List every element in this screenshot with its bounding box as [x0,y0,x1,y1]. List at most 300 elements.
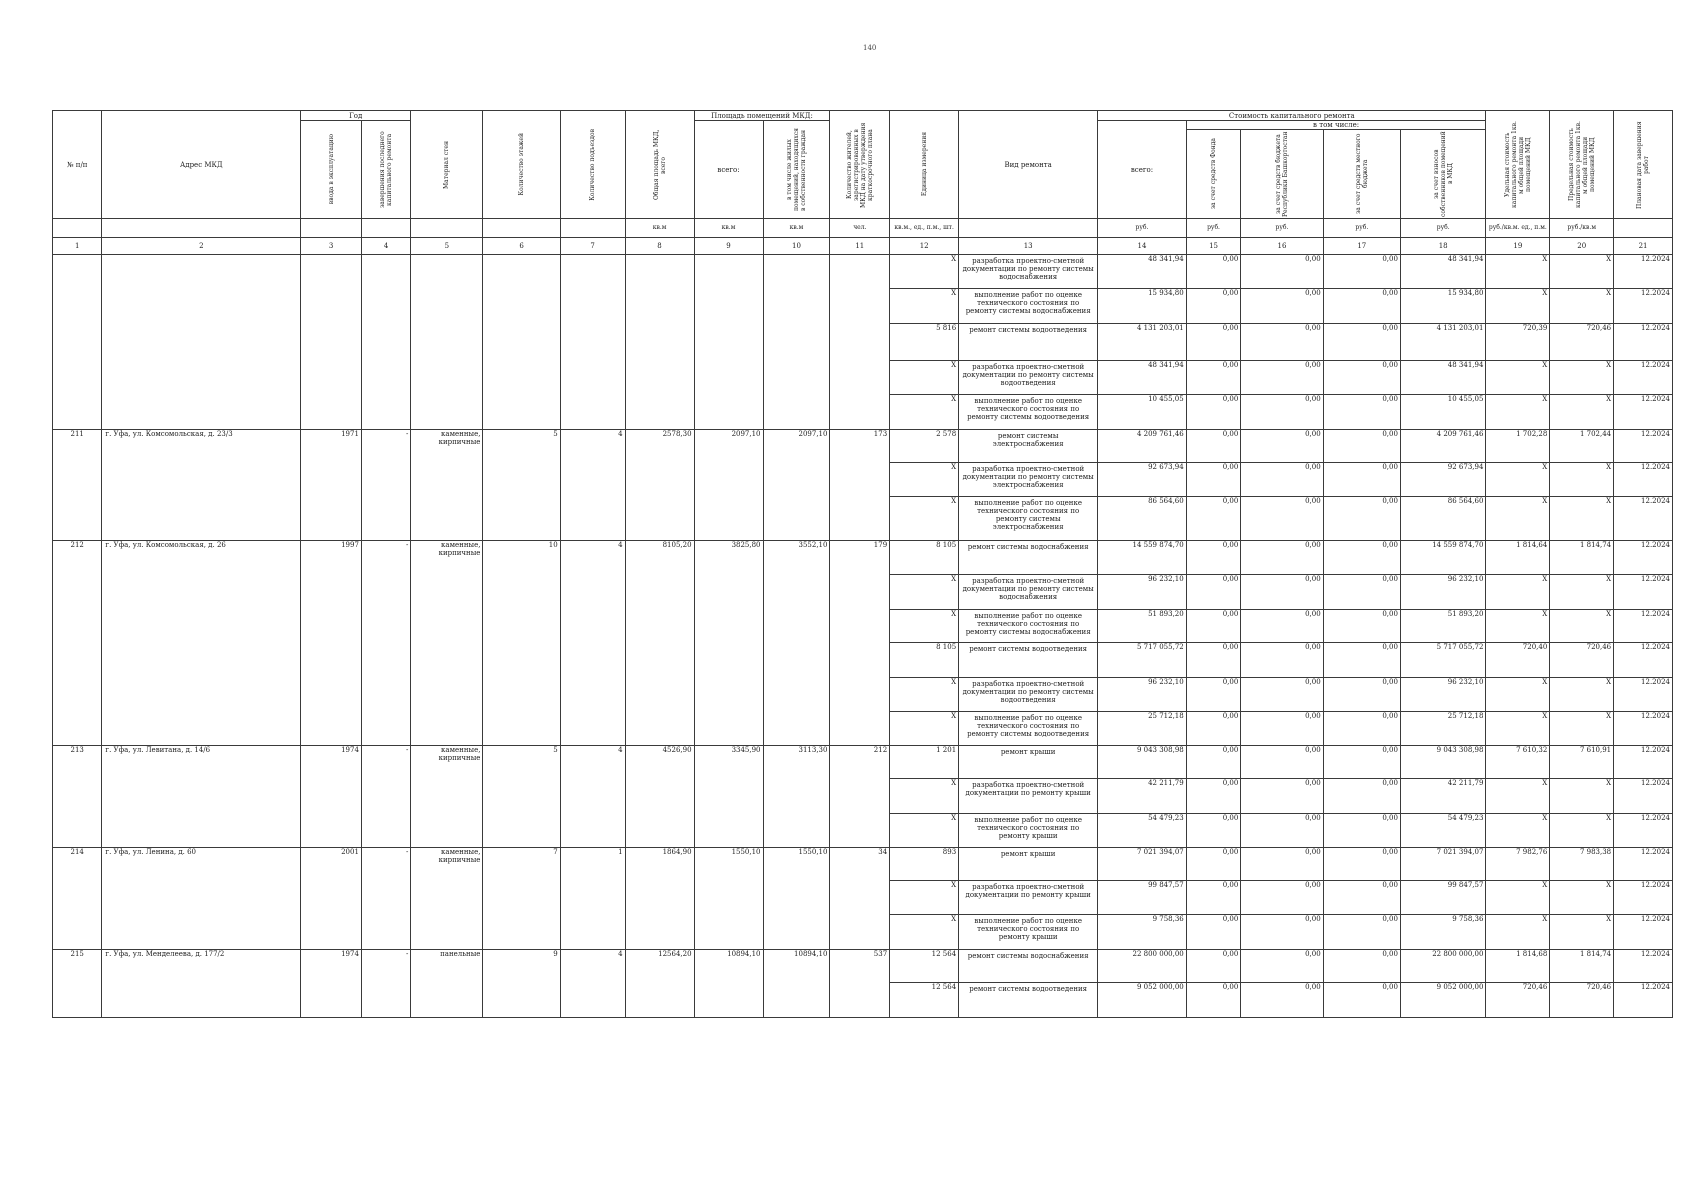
year-commission-cell [301,255,362,289]
cost-local-cell: 0,00 [1323,848,1400,881]
unit-cell: 1 201 [890,746,959,779]
year-last-repair-cell [361,289,410,324]
wall-material-cell [411,712,483,746]
wall-material-cell [411,255,483,289]
column-number: 4 [361,238,410,255]
entrances-cell [560,395,625,430]
cost-local-cell: 0,00 [1323,324,1400,361]
floors-cell: 7 [483,848,560,881]
premises-total-cell [694,915,763,950]
max-cost-cell: 720,46 [1550,983,1614,1018]
entrances-cell: 4 [560,541,625,575]
year-last-repair-cell [361,881,410,915]
year-last-repair-cell [361,255,410,289]
cost-fund-cell: 0,00 [1186,678,1241,712]
cost-owners-cell: 42 211,79 [1400,779,1486,814]
header-cost-owners: за счет взносов собственников помещений в МКД [1400,130,1486,219]
residents-cell: 179 [830,541,890,575]
repair-type-cell: ремонт системы водоотведения [959,643,1098,678]
total-area-cell [625,678,694,712]
year-last-repair-cell [361,814,410,848]
entrances-cell [560,779,625,814]
unit-cell [102,219,301,238]
floors-cell [483,289,560,324]
year-last-repair-cell: - [361,848,410,881]
header-cost-republic: за счет средств бюджета Республики Башкортостан [1241,130,1323,219]
cost-owners-cell: 4 131 203,01 [1400,324,1486,361]
row-number [53,575,102,610]
cost-owners-cell: 48 341,94 [1400,255,1486,289]
entrances-cell [560,915,625,950]
unit-cell: X [890,255,959,289]
premises-residential-cell [763,983,830,1018]
unit-cell: X [890,395,959,430]
floors-cell [483,610,560,643]
premises-residential-cell [763,255,830,289]
unit-cell: 12 564 [890,950,959,983]
residents-cell: 212 [830,746,890,779]
unit-cell: кв.м [625,219,694,238]
unit-cell [411,219,483,238]
unit-cell: руб. [1323,219,1400,238]
column-number: 6 [483,238,560,255]
wall-material-cell [411,779,483,814]
header-year-group: Год [301,111,411,121]
table-row [53,255,1673,289]
cost-fund-cell: 0,00 [1186,541,1241,575]
table-row [53,395,1673,430]
entrances-cell [560,324,625,361]
entrances-cell [560,289,625,324]
row-number: 211 [53,430,102,463]
specific-cost-cell: X [1486,712,1550,746]
residents-cell [830,361,890,395]
header-cost-fund: за счет средств Фонда [1186,130,1241,219]
unit-cell: X [890,575,959,610]
year-commission-cell: 2001 [301,848,362,881]
cost-local-cell: 0,00 [1323,643,1400,678]
planned-date-cell: 12.2024 [1614,575,1673,610]
premises-total-cell: 1550,10 [694,848,763,881]
unit-cell: руб./кв.м [1550,219,1614,238]
max-cost-cell: X [1550,814,1614,848]
address-cell [102,361,301,395]
entrances-cell [560,610,625,643]
total-area-cell [625,814,694,848]
year-last-repair-cell [361,324,410,361]
cost-republic-cell: 0,00 [1241,746,1323,779]
cost-total-cell: 51 893,20 [1098,610,1187,643]
cost-total-cell: 5 717 055,72 [1098,643,1187,678]
residents-cell [830,497,890,541]
unit-cell [483,219,560,238]
header-address: Адрес МКД [102,111,301,219]
address-cell [102,712,301,746]
header-residents: Количество жителей, зарегистрированных в МКД на дату утверждения краткосрочного плана [830,111,890,219]
floors-cell [483,881,560,915]
cost-fund-cell: 0,00 [1186,983,1241,1018]
unit-cell: руб. [1186,219,1241,238]
cost-fund-cell: 0,00 [1186,915,1241,950]
unit-cell: кв.м [763,219,830,238]
row-number: 215 [53,950,102,983]
cost-republic-cell: 0,00 [1241,575,1323,610]
specific-cost-cell: X [1486,255,1550,289]
header-cost-local: за счет средств местного бюджета [1323,130,1400,219]
cost-local-cell: 0,00 [1323,255,1400,289]
max-cost-cell: X [1550,915,1614,950]
address-cell: г. Уфа, ул. Комсомольская, д. 26 [102,541,301,575]
premises-total-cell: 3825,80 [694,541,763,575]
wall-material-cell: каменные, кирпичные [411,848,483,881]
cost-local-cell: 0,00 [1323,395,1400,430]
cost-owners-cell: 9 052 000,00 [1400,983,1486,1018]
residents-cell [830,575,890,610]
specific-cost-cell: 7 982,76 [1486,848,1550,881]
row-number [53,678,102,712]
total-area-cell [625,497,694,541]
unit-cell: 8 105 [890,541,959,575]
cost-fund-cell: 0,00 [1186,289,1241,324]
wall-material-cell: панельные [411,950,483,983]
specific-cost-cell: X [1486,575,1550,610]
max-cost-cell: 7 610,91 [1550,746,1614,779]
specific-cost-cell: X [1486,497,1550,541]
row-number [53,915,102,950]
row-number [53,712,102,746]
header-premises-residential: в том числе жилых помещений, находящихся в собственности граждан [763,121,830,219]
premises-total-cell [694,814,763,848]
planned-date-cell: 12.2024 [1614,324,1673,361]
table-row [53,814,1673,848]
header-total-area: Общая площадь МКД, всего [625,111,694,219]
cost-local-cell: 0,00 [1323,915,1400,950]
unit-cell: X [890,289,959,324]
cost-total-cell: 48 341,94 [1098,255,1187,289]
repair-type-cell: разработка проектно-сметной документации по ремонту системы водоснабжения [959,255,1098,289]
cost-total-cell: 96 232,10 [1098,575,1187,610]
premises-residential-cell [763,881,830,915]
table-row [53,575,1673,610]
cost-republic-cell: 0,00 [1241,950,1323,983]
wall-material-cell [411,643,483,678]
header-wall-material: Материал стен [411,111,483,219]
cost-owners-cell: 99 847,57 [1400,881,1486,915]
premises-residential-cell [763,289,830,324]
address-cell [102,497,301,541]
planned-date-cell: 12.2024 [1614,361,1673,395]
unit-cell: X [890,915,959,950]
row-number [53,255,102,289]
premises-total-cell: 10894,10 [694,950,763,983]
premises-total-cell [694,779,763,814]
cost-total-cell: 99 847,57 [1098,881,1187,915]
specific-cost-cell: X [1486,678,1550,712]
planned-date-cell: 12.2024 [1614,712,1673,746]
entrances-cell [560,881,625,915]
total-area-cell [625,255,694,289]
unit-cell: X [890,610,959,643]
table-row [53,497,1673,541]
wall-material-cell [411,983,483,1018]
unit-cell: X [890,497,959,541]
row-number [53,983,102,1018]
floors-cell [483,915,560,950]
premises-total-cell: 3345,90 [694,746,763,779]
premises-residential-cell: 3552,10 [763,541,830,575]
max-cost-cell: X [1550,678,1614,712]
premises-total-cell [694,395,763,430]
column-number: 21 [1614,238,1673,255]
planned-date-cell: 12.2024 [1614,950,1673,983]
wall-material-cell: каменные, кирпичные [411,430,483,463]
specific-cost-cell: X [1486,289,1550,324]
planned-date-cell: 12.2024 [1614,746,1673,779]
cost-republic-cell: 0,00 [1241,395,1323,430]
premises-total-cell [694,463,763,497]
premises-total-cell [694,643,763,678]
residents-cell: 173 [830,430,890,463]
repair-type-cell: выполнение работ по оценке технического состояния по ремонту системы водоснабжения [959,610,1098,643]
cost-total-cell: 9 758,36 [1098,915,1187,950]
cost-fund-cell: 0,00 [1186,361,1241,395]
address-cell [102,814,301,848]
cost-republic-cell: 0,00 [1241,324,1323,361]
cost-owners-cell: 14 559 874,70 [1400,541,1486,575]
table-row [53,361,1673,395]
address-cell: г. Уфа, ул. Левитана, д. 14/6 [102,746,301,779]
floors-cell [483,463,560,497]
year-commission-cell: 1974 [301,746,362,779]
total-area-cell [625,643,694,678]
address-cell [102,289,301,324]
wall-material-cell [411,324,483,361]
cost-total-cell: 25 712,18 [1098,712,1187,746]
table-row [53,678,1673,712]
year-commission-cell [301,779,362,814]
entrances-cell [560,575,625,610]
year-commission-cell [301,881,362,915]
planned-date-cell: 12.2024 [1614,541,1673,575]
table-row [53,463,1673,497]
max-cost-cell: X [1550,463,1614,497]
premises-total-cell [694,575,763,610]
table-row [53,712,1673,746]
cost-fund-cell: 0,00 [1186,848,1241,881]
column-number: 20 [1550,238,1614,255]
year-commission-cell [301,983,362,1018]
address-cell [102,643,301,678]
cost-local-cell: 0,00 [1323,430,1400,463]
header-entrances: Количество подъездов [560,111,625,219]
table-header [53,111,1673,255]
row-number [53,814,102,848]
planned-date-cell: 12.2024 [1614,814,1673,848]
wall-material-cell [411,497,483,541]
unit-cell [959,219,1098,238]
year-last-repair-cell [361,497,410,541]
premises-residential-cell: 2097,10 [763,430,830,463]
entrances-cell: 4 [560,430,625,463]
column-number: 14 [1098,238,1187,255]
cost-local-cell: 0,00 [1323,361,1400,395]
cost-republic-cell: 0,00 [1241,289,1323,324]
cost-republic-cell: 0,00 [1241,463,1323,497]
repair-type-cell: разработка проектно-сметной документации по ремонту системы водоотведения [959,361,1098,395]
year-last-repair-cell [361,983,410,1018]
cost-total-cell: 9 052 000,00 [1098,983,1187,1018]
column-number: 19 [1486,238,1550,255]
column-number: 9 [694,238,763,255]
year-commission-cell [301,575,362,610]
header-year-commission: ввода в эксплуатацию [301,121,362,219]
cost-total-cell: 10 455,05 [1098,395,1187,430]
total-area-cell: 1864,90 [625,848,694,881]
year-commission-cell [301,643,362,678]
wall-material-cell [411,361,483,395]
cost-fund-cell: 0,00 [1186,950,1241,983]
planned-date-cell: 12.2024 [1614,779,1673,814]
specific-cost-cell: 1 702,28 [1486,430,1550,463]
header-repair-type: Вид ремонта [959,111,1098,219]
total-area-cell [625,324,694,361]
row-number [53,610,102,643]
premises-total-cell [694,289,763,324]
total-area-cell: 2578,30 [625,430,694,463]
cost-fund-cell: 0,00 [1186,814,1241,848]
cost-republic-cell: 0,00 [1241,361,1323,395]
year-commission-cell [301,361,362,395]
year-last-repair-cell: - [361,950,410,983]
cost-owners-cell: 10 455,05 [1400,395,1486,430]
table-row [53,950,1673,983]
entrances-cell [560,643,625,678]
floors-cell [483,983,560,1018]
wall-material-cell: каменные, кирпичные [411,746,483,779]
column-number: 7 [560,238,625,255]
residents-cell [830,678,890,712]
specific-cost-cell: X [1486,610,1550,643]
repair-type-cell: ремонт системы водоснабжения [959,950,1098,983]
floors-cell [483,678,560,712]
max-cost-cell: X [1550,289,1614,324]
header-specific-cost: Удельная стоимость капитального ремонта 1кв. м общей площади помещений МКД [1486,111,1550,219]
residents-cell [830,643,890,678]
repair-type-cell: разработка проектно-сметной документации по ремонту крыши [959,779,1098,814]
cost-republic-cell: 0,00 [1241,814,1323,848]
total-area-cell [625,289,694,324]
column-number: 16 [1241,238,1323,255]
unit-cell: X [890,712,959,746]
table-row [53,848,1673,881]
max-cost-cell: X [1550,497,1614,541]
max-cost-cell: 7 983,38 [1550,848,1614,881]
unit-cell: 12 564 [890,983,959,1018]
cost-fund-cell: 0,00 [1186,643,1241,678]
specific-cost-cell: 1 814,68 [1486,950,1550,983]
cost-local-cell: 0,00 [1323,712,1400,746]
entrances-cell [560,463,625,497]
premises-residential-cell [763,814,830,848]
repair-type-cell: ремонт системы водоснабжения [959,541,1098,575]
specific-cost-cell: X [1486,463,1550,497]
premises-residential-cell [763,915,830,950]
column-number: 5 [411,238,483,255]
planned-date-cell: 12.2024 [1614,848,1673,881]
cost-fund-cell: 0,00 [1186,712,1241,746]
premises-total-cell [694,324,763,361]
premises-residential-cell [763,575,830,610]
unit-cell: X [890,463,959,497]
cost-republic-cell: 0,00 [1241,255,1323,289]
table-row [53,430,1673,463]
wall-material-cell [411,463,483,497]
entrances-cell: 4 [560,950,625,983]
premises-total-cell: 2097,10 [694,430,763,463]
max-cost-cell: X [1550,779,1614,814]
cost-republic-cell: 0,00 [1241,678,1323,712]
year-commission-cell [301,814,362,848]
year-commission-cell [301,712,362,746]
cost-total-cell: 92 673,94 [1098,463,1187,497]
unit-cell: X [890,678,959,712]
unit-cell: X [890,881,959,915]
repair-type-cell: разработка проектно-сметной документации по ремонту системы водоснабжения [959,575,1098,610]
specific-cost-cell: 720,39 [1486,324,1550,361]
column-number: 15 [1186,238,1241,255]
premises-residential-cell [763,463,830,497]
total-area-cell [625,983,694,1018]
entrances-cell: 4 [560,746,625,779]
page-number: 140 [863,44,877,52]
cost-fund-cell: 0,00 [1186,497,1241,541]
premises-residential-cell [763,643,830,678]
premises-residential-cell [763,779,830,814]
max-cost-cell: X [1550,712,1614,746]
planned-date-cell: 12.2024 [1614,395,1673,430]
total-area-cell [625,463,694,497]
address-cell: г. Уфа, ул. Менделеева, д. 177/2 [102,950,301,983]
entrances-cell [560,497,625,541]
cost-local-cell: 0,00 [1323,541,1400,575]
premises-total-cell [694,255,763,289]
cost-fund-cell: 0,00 [1186,324,1241,361]
premises-residential-cell [763,395,830,430]
table-row [53,324,1673,361]
year-last-repair-cell [361,395,410,430]
cost-owners-cell: 22 800 000,00 [1400,950,1486,983]
year-last-repair-cell [361,779,410,814]
cost-total-cell: 7 021 394,07 [1098,848,1187,881]
column-number: 10 [763,238,830,255]
specific-cost-cell: X [1486,361,1550,395]
floors-cell [483,814,560,848]
max-cost-cell: 720,46 [1550,324,1614,361]
column-numbers-row [53,238,1673,255]
specific-cost-cell: X [1486,881,1550,915]
premises-residential-cell: 1550,10 [763,848,830,881]
column-number: 1 [53,238,102,255]
planned-date-cell: 12.2024 [1614,463,1673,497]
year-last-repair-cell [361,575,410,610]
wall-material-cell [411,814,483,848]
cost-local-cell: 0,00 [1323,610,1400,643]
cost-republic-cell: 0,00 [1241,541,1323,575]
header-premises-total: всего: [694,121,763,219]
address-cell [102,779,301,814]
row-number [53,881,102,915]
address-cell [102,610,301,643]
